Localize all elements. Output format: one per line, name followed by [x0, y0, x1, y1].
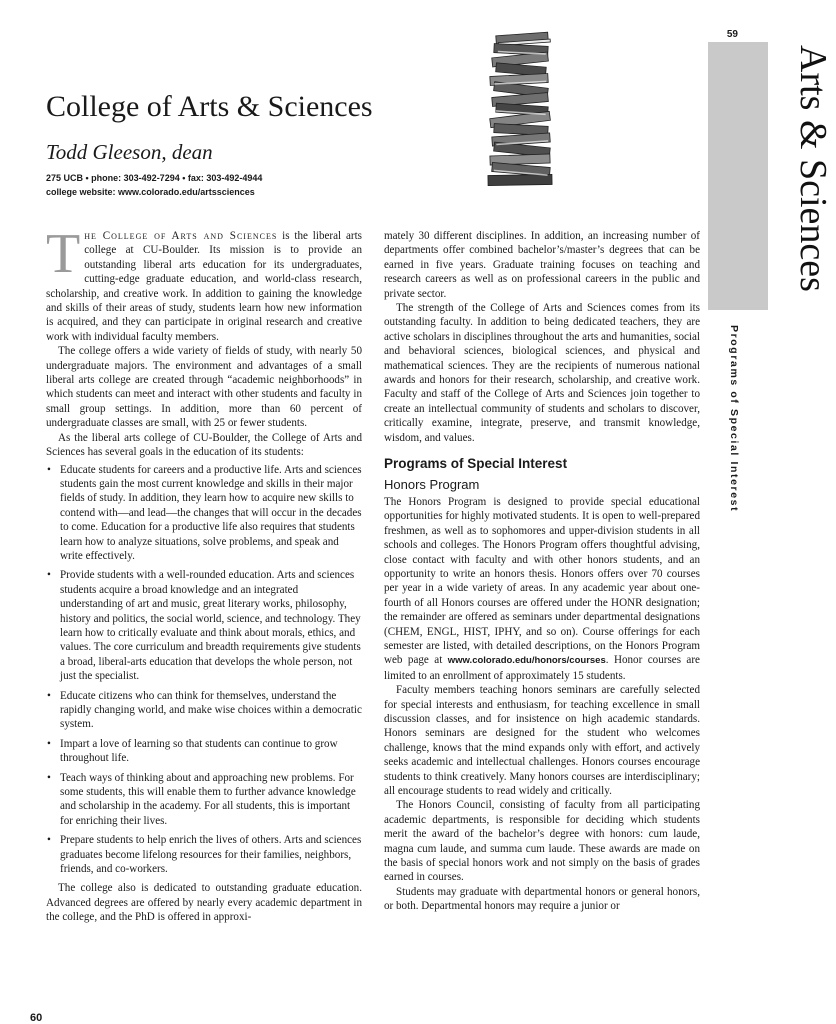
- page-title: College of Arts & Sciences: [46, 90, 373, 123]
- college-website: college website: www.colorado.edu/artssciences: [46, 187, 255, 197]
- intro-smallcaps: he College of Arts and Sciences: [84, 230, 278, 242]
- faculty-paragraph: The strength of the College of Arts and Sciences comes from its outstanding faculty. In addition to being dedicated teachers, they are active scholars in disciplines throughout the arts and humanities, social and behavioral sciences, biological sciences, and physical and mathematical sciences. They are the recipients of numerous national awards and honors for their research, scholarship, and creative work. Faculty and staff of the College of Arts and Sciences join together to create an intellectual community of students and scholars to discover, critically examine, integrate, preserve, and transmit knowledge, wisdom, and values.: [384, 302, 700, 444]
- honors-faculty-paragraph: Faculty members teaching honors seminars are carefully selected for special interests and enthusiasm, for teaching excellence in small discussion classes, and for insistence on high academic standards. Honors seminars are designed for the student who welcomes challenge, knows that the mind expands only with effort, and actively seeks academic and intellectual challenges. Honors courses encourage students to think creatively. Many honors courses are interdisciplinary; all encourage students to read widely and critically.: [384, 684, 700, 798]
- majors-paragraph: The college offers a wide variety of fields of study, with nearly 50 undergraduate majors. The environment and advantages of a small liberal arts college are created through “academic neighborhoods” in which students can meet and interact with other students and faculty in small group settings. In addition, more than 60 percent of undergraduate classes are small, with 25 or fewer students.: [46, 345, 362, 430]
- subsection-heading: Honors Program: [384, 476, 480, 492]
- section-tab: [708, 42, 768, 310]
- honors-courses-link[interactable]: www.colorado.edu/honors/courses: [447, 655, 606, 667]
- contact-block: [46, 171, 262, 199]
- page-number-top: 59: [726, 29, 738, 40]
- honors-text: The Honors Program is designed to provide special educational opportunities for highly motivated students. It is open to well-prepared freshmen, as well as to sophomores and upper-division students in all schools and colleges. The Honors Program offers thoughtful advising, close contact with faculty and with other honors students, and an opportunity to write an honors thesis. Honors offers over 70 courses per year in a wide variety of areas. In any academic year about one-fourth of all Honors courses are offered under the HONR designation; the remainder are offered as seminars under departmental designations (CHEM, ENGL, HIST, IPHY, and so on). Course offerings for each semester are listed, with detailed descriptions, on the Honors Program web page at: [384, 495, 700, 667]
- intro-text: is the liberal arts college at CU-Boulder. Its mission is to provide an outstanding liberal arts education for its undergraduates, cutting-edge graduate education, and world-class research, scholarship, and creative work. In addition to gaining the knowledge and skills of their areas of study, students learn how new information is acquired, and they can participate in original research and creative work with individual faculty members.: [46, 230, 363, 343]
- contact-info: 275 UCB • phone: 303-492-7294 • fax: 303-492-4944: [46, 173, 263, 183]
- goals-list: [46, 463, 362, 877]
- intro-paragraph: [46, 223, 363, 344]
- dean-name: Todd Gleeson, dean: [46, 140, 213, 164]
- book-stack-illustration: [478, 28, 564, 188]
- goal-item: • Teach ways of thinking about and approaching new problems. For some students, this will enable them to further advance knowledge and scholarship in the academy. For all students, this is important for enriching their lives.: [60, 771, 362, 829]
- honors-text-end: . Honor courses are limited to an enrollment of approximately 15 students.: [384, 654, 700, 682]
- section-tab-label: Arts & Sciences: [792, 45, 834, 292]
- running-section-label: Programs of Special Interest: [728, 325, 740, 513]
- goal-item: • Impart a love of learning so that students can continue to grow throughout life.: [60, 737, 362, 766]
- goal-item: • Prepare students to help enrich the lives of others. Arts and sciences graduates become lifelong resources for their families, neighbors, friends, and co-workers.: [60, 833, 362, 876]
- graduate-continued-paragraph: mately 30 different disciplines. In addition, an increasing number of departments offer combined bachelor’s/master’s degrees that can be earned in five years. Graduate training focuses on teaching and research careers as well as on professional careers in the public and private sector.: [384, 230, 700, 300]
- drop-cap: T: [46, 223, 81, 285]
- goals-intro-paragraph: As the liberal arts college of CU-Boulder, the College of Arts and Sciences has several goals in the education of its students:: [46, 431, 362, 459]
- page-number-bottom: 60: [30, 1012, 43, 1024]
- honors-paragraph: [384, 495, 700, 683]
- goal-item: • Provide students with a well-rounded education. Arts and sciences students acquire a broad knowledge and an integrated understanding of art and music, great literary works, philosophy, history and politics, the social world, science, and technology. They learn how to critically evaluate and think about morals, ethics, and values. The core curriculum and breadth requirements give students a broad, liberal-arts education that develops the whole person, not just the specialist.: [60, 568, 362, 683]
- graduation-honors-paragraph: Students may graduate with departmental honors or general honors, or both. Departmental honors may require a junior or: [384, 885, 700, 913]
- goal-item: • Educate students for careers and a productive life. Arts and sciences students gain the most current knowledge and skills in their major fields of study. In addition, they learn how to acquire new skills to contend with—and lead—the changes that will occur in the decades to come. Education for a productive life also requires that students learn how to analyze situations, solve problems, and speak and write effectively.: [60, 463, 362, 564]
- right-column: [384, 229, 700, 914]
- honors-council-paragraph: The Honors Council, consisting of faculty from all participating academic departments, is responsible for deciding which students merit the award of the bachelor’s degree with honors: cum laude, magna cum laude, and summa cum laude. These awards are made on the basis of special honors work and not simply on the basis of grades earned in courses.: [384, 799, 700, 884]
- left-column: [46, 223, 363, 925]
- section-heading: Programs of Special Interest: [384, 456, 568, 472]
- graduate-paragraph: The college also is dedicated to outstanding graduate education. Advanced degrees are offered by nearly every academic department in the college, and the PhD is offered in approxi-: [46, 882, 362, 924]
- goal-item: • Educate citizens who can think for themselves, understand the rapidly changing world, and make wise choices within a democratic system.: [60, 689, 362, 732]
